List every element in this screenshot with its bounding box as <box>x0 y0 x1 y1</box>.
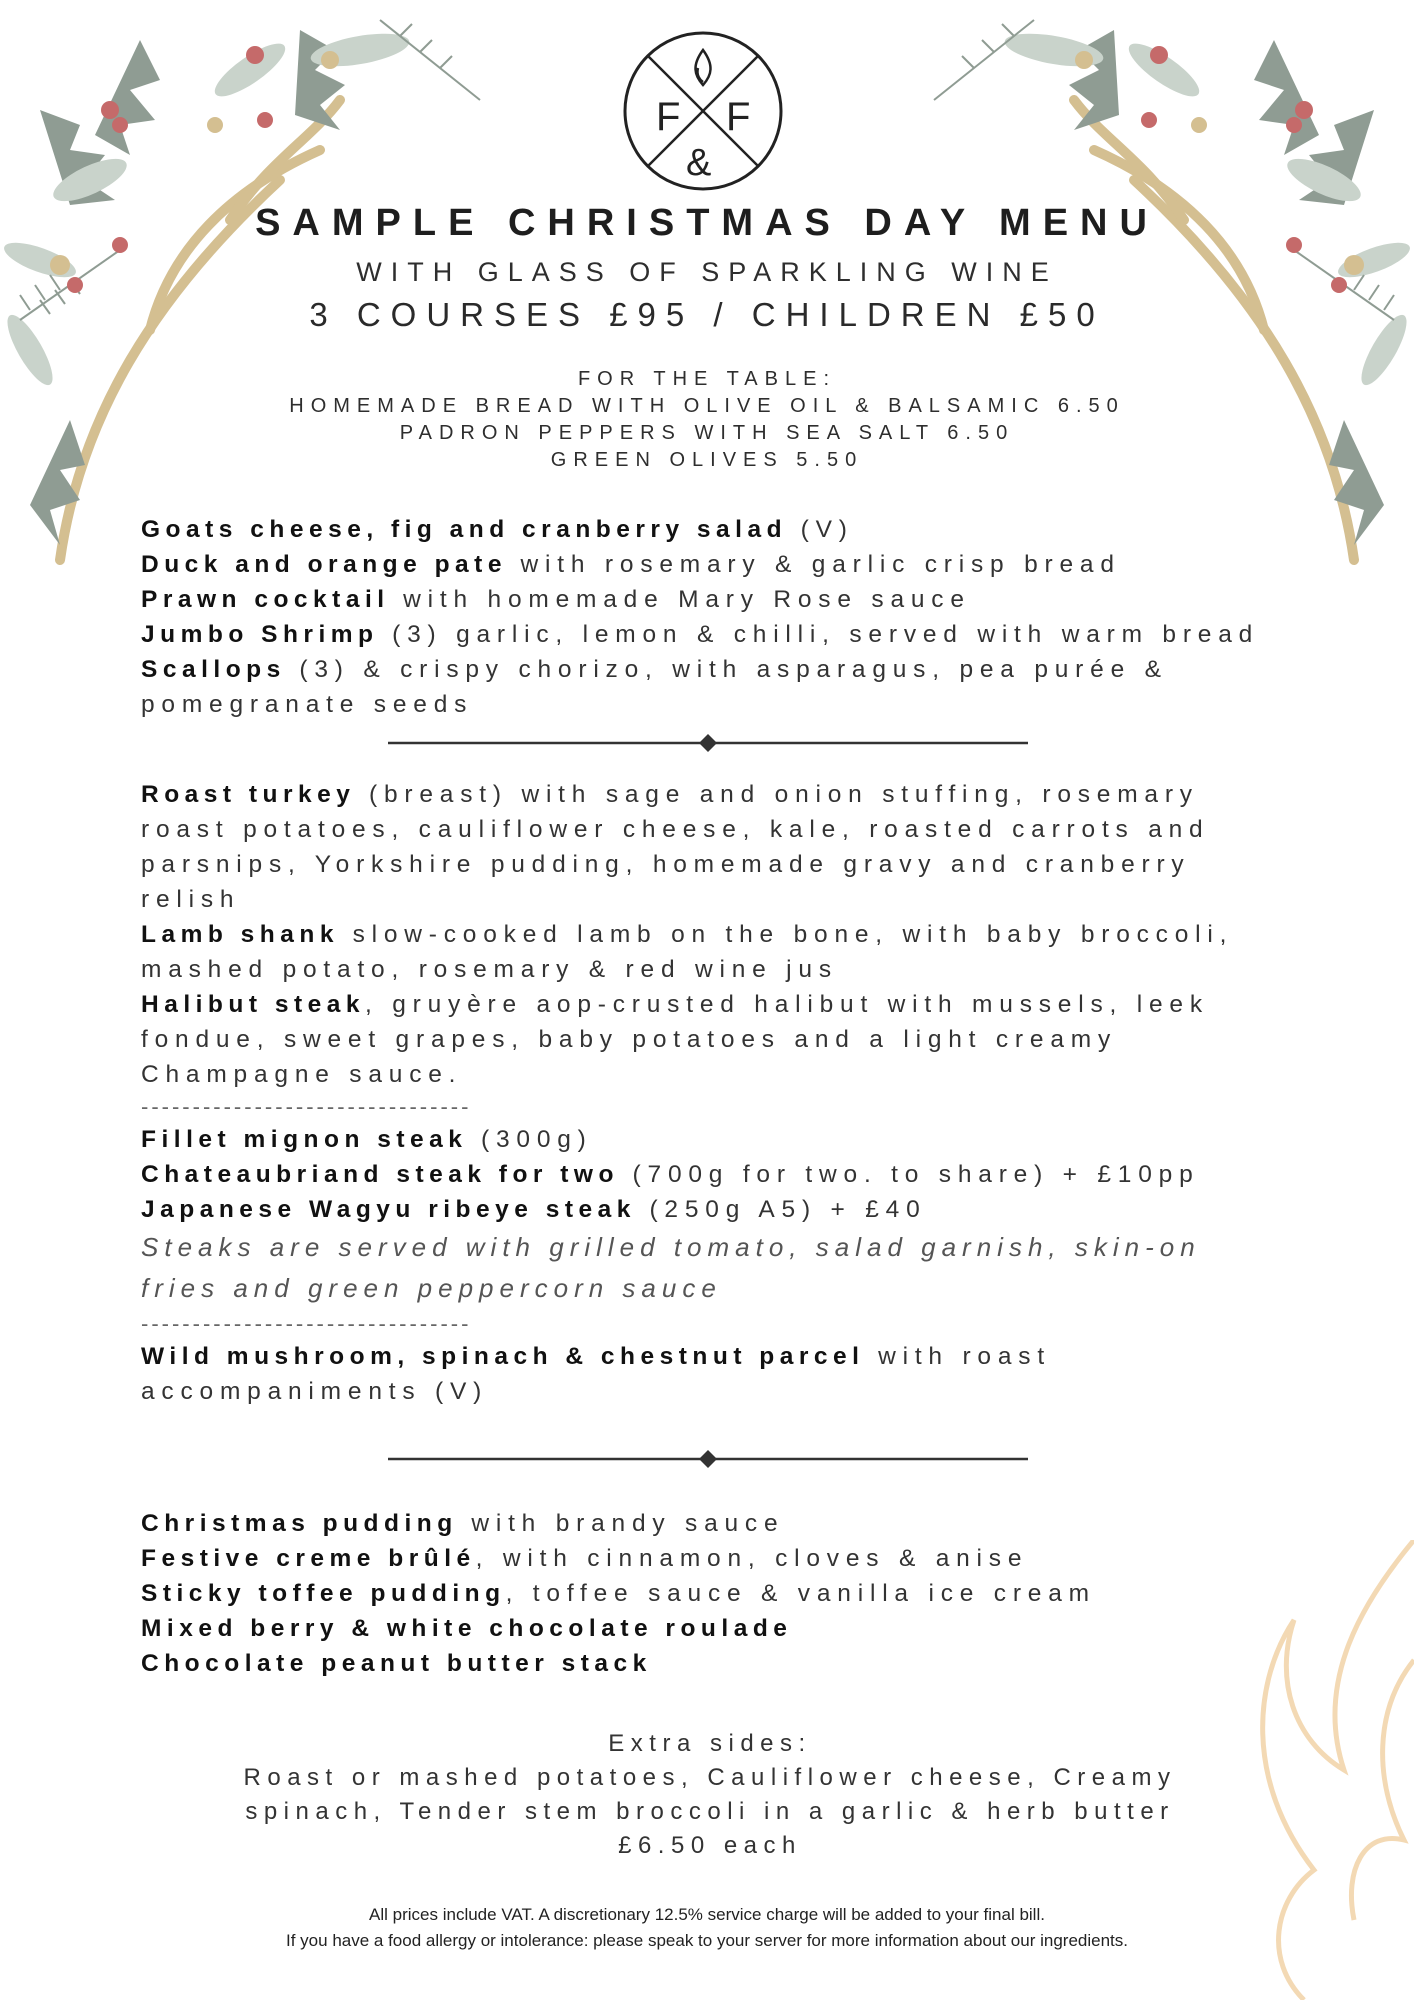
desserts-section <box>141 1506 1281 1681</box>
menu-item <box>141 512 1281 547</box>
dashed-separator: -------------------------------- <box>141 1094 472 1119</box>
dish-name: Duck and orange pate <box>141 551 507 578</box>
dish-desc: (300g) <box>467 1126 593 1153</box>
for-the-table-label: FOR THE TABLE: <box>577 368 837 390</box>
dashed-separator: -------------------------------- <box>141 1311 472 1336</box>
for-the-table-section <box>0 366 1414 474</box>
menu-item <box>141 1122 1281 1157</box>
extra-sides-title: Extra sides: <box>608 1730 812 1757</box>
footer-allergy-note: If you have a food allergy or intolerance: please speak to your server for more information about our ingredients. <box>286 1931 1128 1950</box>
menu-item <box>141 652 1281 722</box>
dish-name: Goats cheese, fig and cranberry salad <box>141 516 788 543</box>
menu-item <box>141 1192 1281 1227</box>
dish-desc: with brandy sauce <box>457 1510 785 1537</box>
dish-name: Christmas pudding <box>141 1510 458 1537</box>
section-divider <box>388 731 1028 755</box>
logo-ampersand: & <box>686 142 712 184</box>
dish-name: Sticky toffee pudding <box>141 1580 506 1607</box>
dish-name: Mixed berry & white chocolate roulade <box>141 1615 793 1642</box>
menu-subtitle: WITH GLASS OF SPARKLING WINE <box>356 257 1058 287</box>
dish-name: Lamb shank <box>141 921 339 948</box>
logo-letter-left: F <box>656 95 681 139</box>
table-item: GREEN OLIVES 5.50 <box>550 449 864 471</box>
menu-item <box>141 1157 1281 1192</box>
dish-desc: with rosemary & garlic crisp bread <box>506 551 1121 578</box>
dish-desc: , with cinnamon, cloves & anise <box>475 1545 1029 1572</box>
dish-desc: , gruyère aop-crusted halibut with mussels, leek fondue, sweet grapes, baby potatoes and a light creamy Champagne sauce. <box>141 991 1209 1088</box>
dish-name: Jumbo Shrimp <box>141 621 379 648</box>
dish-desc: (250g A5) + £40 <box>635 1196 927 1223</box>
extra-sides-section <box>150 1727 1270 1863</box>
menu-item <box>141 1506 1281 1541</box>
starters-section <box>141 512 1281 722</box>
ff-logo <box>622 30 784 192</box>
footer-vat-note: All prices include VAT. A discretionary 12.5% service charge will be added to your final bill. <box>369 1905 1045 1924</box>
dish-desc: (3) garlic, lemon & chilli, served with warm bread <box>378 621 1260 648</box>
extra-sides-price: £6.50 each <box>618 1832 802 1859</box>
menu-item <box>141 777 1281 917</box>
dish-desc: (700g for two. to share) + £10pp <box>618 1161 1200 1188</box>
menu-title: SAMPLE CHRISTMAS DAY MENU <box>255 202 1159 244</box>
mains-section <box>141 777 1281 1409</box>
dish-desc: (V) <box>787 516 854 543</box>
dish-desc: with homemade Mary Rose sauce <box>389 586 971 613</box>
dish-name: Japanese Wagyu ribeye steak <box>141 1196 636 1223</box>
menu-prices: 3 COURSES £95 / CHILDREN £50 <box>309 296 1105 333</box>
menu-item <box>141 1646 1281 1681</box>
dish-desc: , toffee sauce & vanilla ice cream <box>505 1580 1096 1607</box>
menu-item <box>141 547 1281 582</box>
dish-desc: (breast) with sage and onion stuffing, rosemary roast potatoes, cauliflower cheese, kale, roasted carrots and parsnips, Yorkshire pudding, homemade gravy and cranberry relish <box>141 781 1210 913</box>
dish-name: Scallops <box>141 656 286 683</box>
extra-sides-line: spinach, Tender stem broccoli in a garlic & herb butter <box>245 1798 1175 1825</box>
table-item: HOMEMADE BREAD WITH OLIVE OIL & BALSAMIC 6.50 <box>289 395 1125 417</box>
logo-letter-right: F <box>726 95 751 139</box>
dish-name: Roast turkey <box>141 781 356 808</box>
menu-item <box>141 1541 1281 1576</box>
dish-name: Chocolate peanut butter stack <box>141 1650 652 1677</box>
dish-name: Chateaubriand steak for two <box>141 1161 619 1188</box>
menu-item <box>141 582 1281 617</box>
dish-desc: slow-cooked lamb on the bone, with baby broccoli, mashed potato, rosemary & red wine jus <box>141 921 1234 983</box>
dish-desc: with roast accompaniments (V) <box>141 1343 1051 1405</box>
extra-sides-line: Roast or mashed potatoes, Cauliflower cheese, Creamy <box>243 1764 1177 1791</box>
dish-name: Wild mushroom, spinach & chestnut parcel <box>141 1343 865 1370</box>
menu-item <box>141 917 1281 987</box>
dish-name: Halibut steak <box>141 991 365 1018</box>
dish-name: Fillet mignon steak <box>141 1126 468 1153</box>
flame-icon <box>695 50 710 85</box>
dish-desc: (3) & crispy chorizo, with asparagus, pea purée & pomegranate seeds <box>141 656 1168 718</box>
dish-name: Prawn cocktail <box>141 586 390 613</box>
table-item: PADRON PEPPERS WITH SEA SALT 6.50 <box>399 422 1015 444</box>
footer <box>0 1902 1414 1954</box>
menu-item <box>141 1576 1281 1611</box>
steak-note: Steaks are served with grilled tomato, salad garnish, skin-on fries and green peppercorn sauce <box>141 1232 1201 1303</box>
menu-item <box>141 1611 1281 1646</box>
dish-name: Festive creme brûlé <box>141 1545 476 1572</box>
menu-item <box>141 1339 1281 1409</box>
menu-item <box>141 617 1281 652</box>
section-divider <box>388 1447 1028 1471</box>
menu-item <box>141 987 1281 1092</box>
